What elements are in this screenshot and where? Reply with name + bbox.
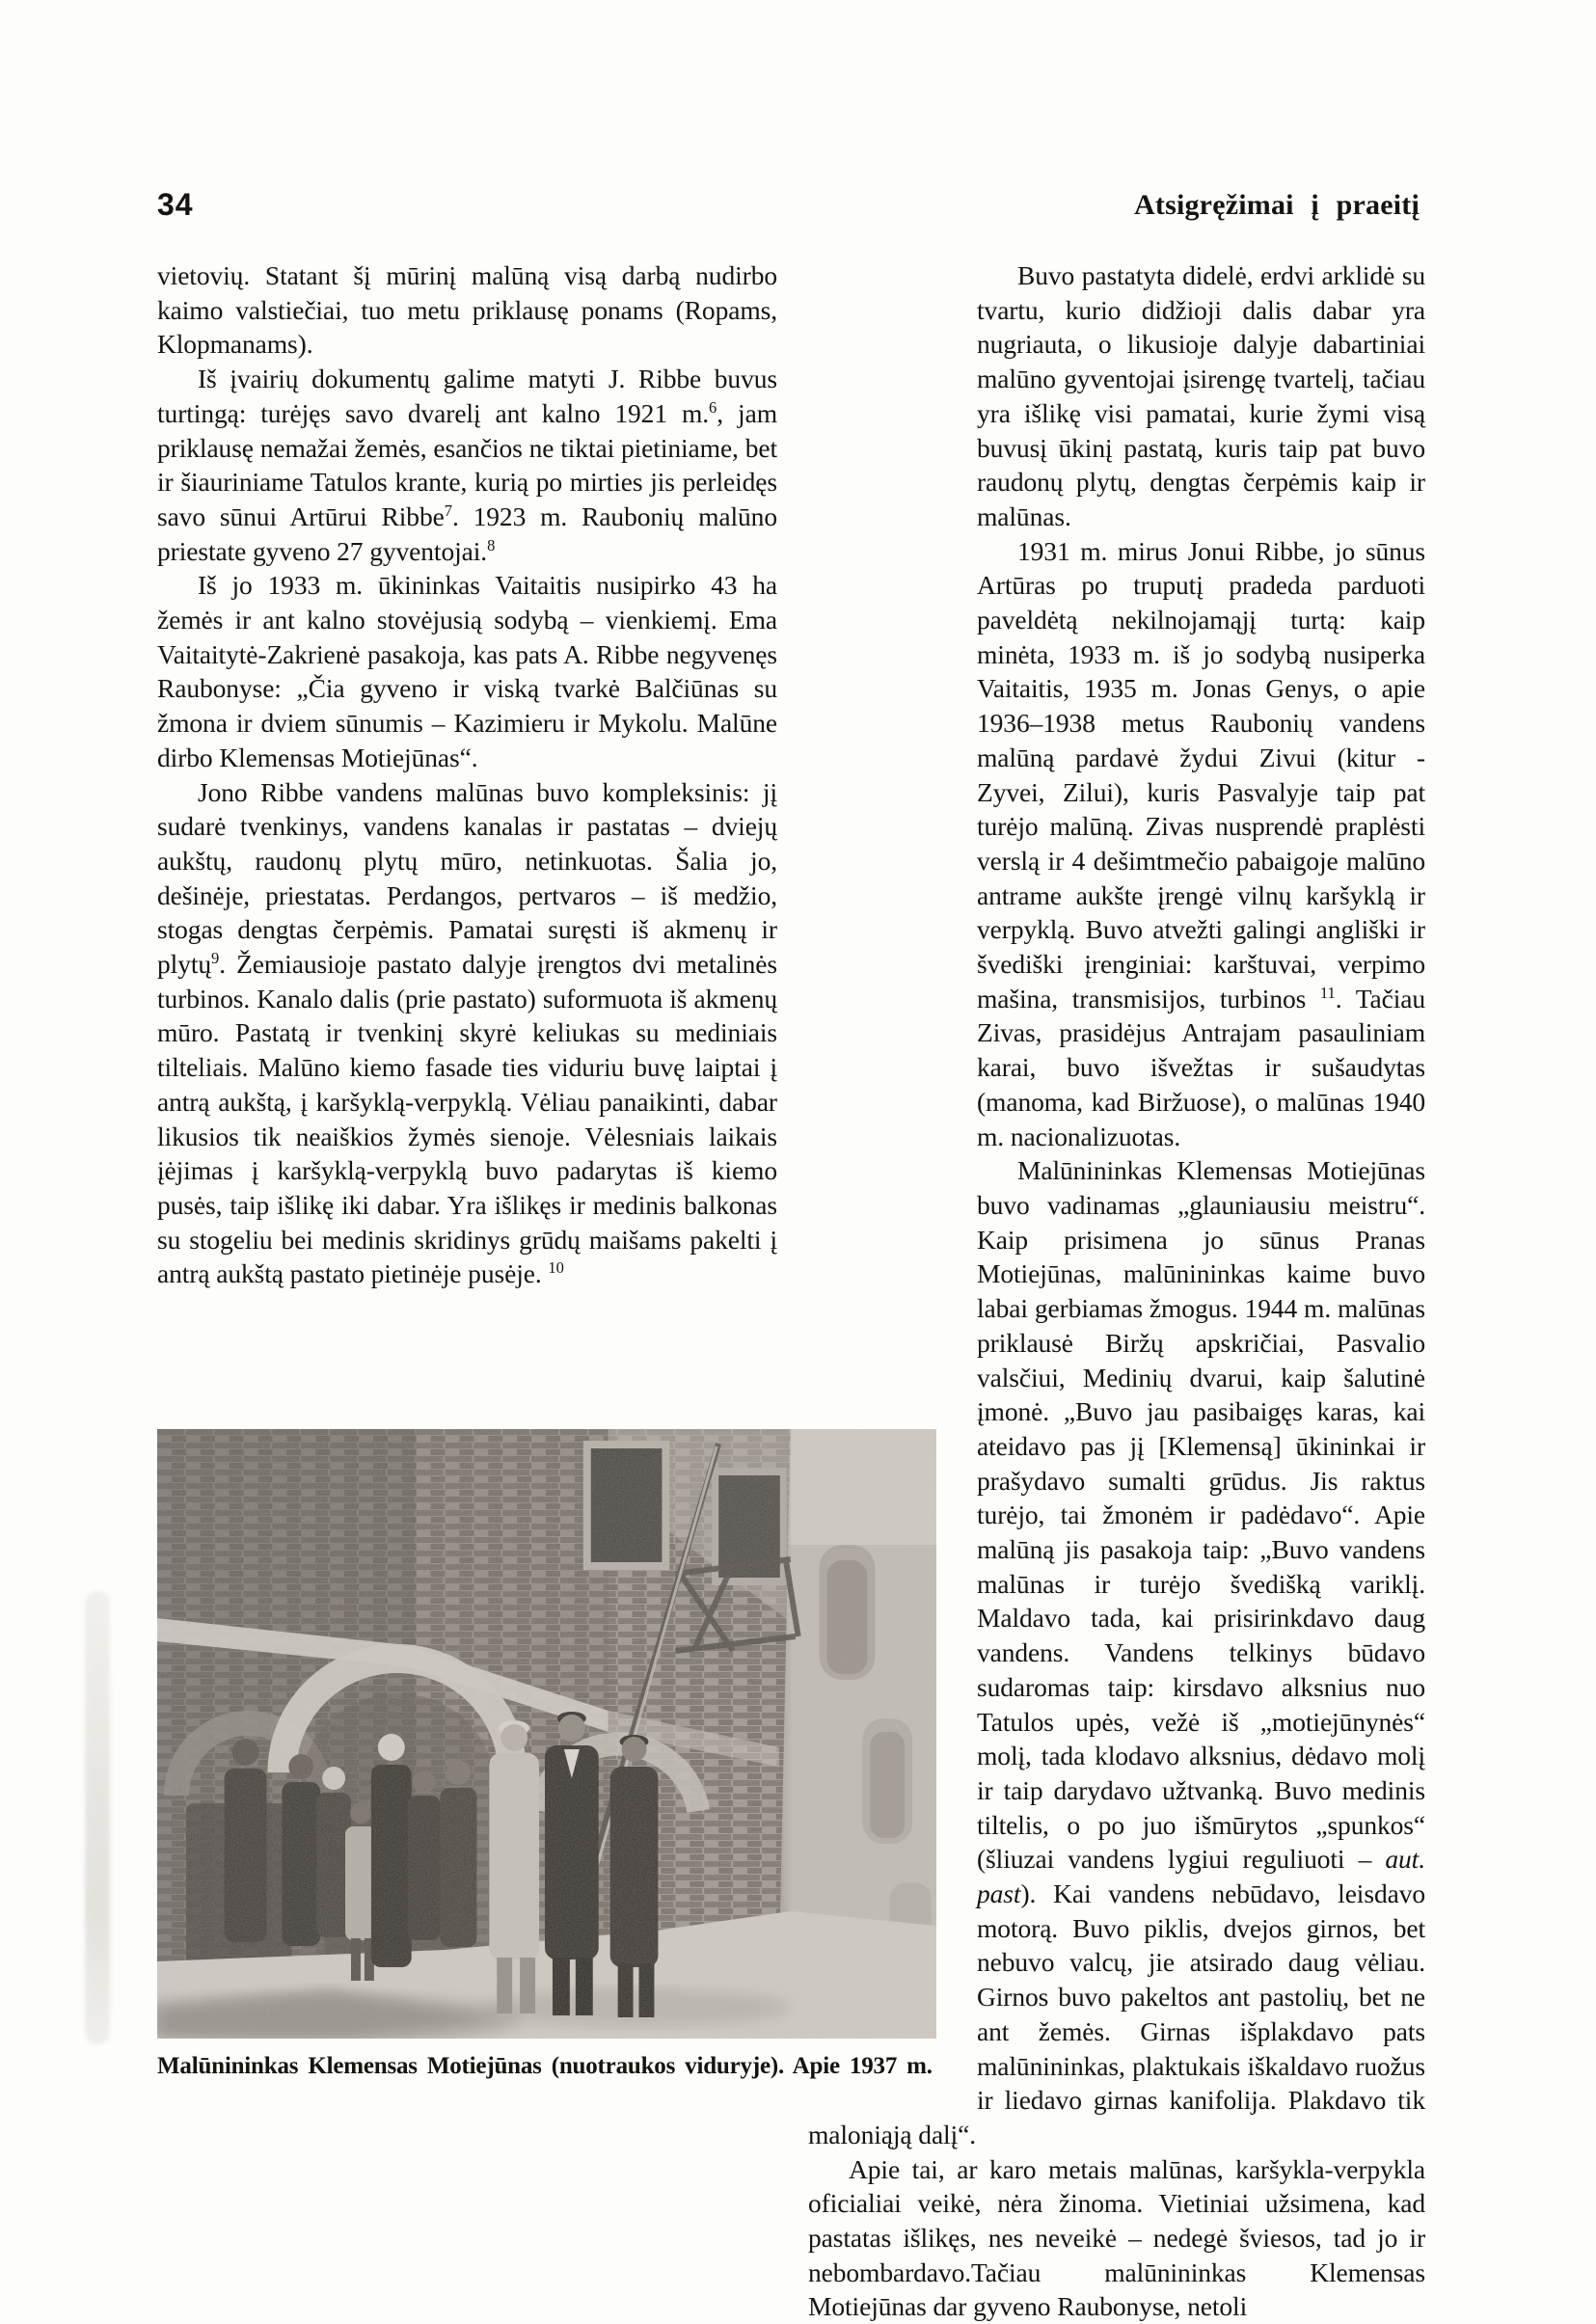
- paragraph: Iš įvairių dokumentų galime matyti J. Ribbe buvus turtingą: turėjęs savo dvarelį ant kalno 1921 m.$^6$, jam priklausę nemažai žemės, esančios ne tiktai pietiniame, bet ir šiauriniame Tatulos krante, kurią po mirties jis perleidęs savo sūnui Artūrui Ribbe$^7$. 1923 m. Raubonių malūno priestate gyveno 27 gyventojai.$^8$: [157, 364, 777, 566]
- paragraph: Apie tai, ar karo metais malūnas, karšykla-verpykla oficialiai veikė, nėra žinoma. Vietiniai užsimena, kad pastatas išlikęs, nes neveikė – nedegė šviesos, tad jo ir nebombardavo.Tačiau malūnininkas Klemensas Motiejūnas dar gyveno Raubonyse, netoli: [808, 2153, 1425, 2322]
- paragraph: vietovių. Statant šį mūrinį malūną visą darbą nudirbo kaimo valstiečiai, tuo metu priklausę ponams (Ropams, Klopmanams).: [157, 260, 777, 360]
- paragraph: 1931 m. mirus Jonui Ribbe, jo sūnus Artūras po truputį pradeda parduoti paveldėtą nekilnojamąjį turtą: kaip minėta, 1933 m. iš jo sodybą nusiperka Vaitaitis, 1935 m. Jonas Genys, o apie 1936–1938 metus Raubonių vandens malūną pardavė žydui Zivui (kitur - Zyvei, Zilui), kuris Pasvalyje taip pat turėjo malūną. Zivas nusprendė praplėsti verslą ir 4 dešimtmečio pabaigoje malūno antrame aukšte įrengė vilnų karšyklą ir verpyklą. Buvo atvežti galingi angliški ir švediški įrenginiai: karštuvai, verpimo mašina, transmisijos, turbinos $^{11}$. Tačiau Zivas, prasidėjus Antrajam pasauliniam karai, buvo išvežtas ir sušaudytas (manoma, kad Biržuose), o malūnas 1940 m. nacionalizuotas.: [977, 535, 1426, 1151]
- paragraph: Malūnininkas Klemensas Motiejūnas buvo vadinamas „glauniausiu meistru“. Kaip prisimena jo sūnus Pranas Motiejūnas, malūnininkas kaime buvo labai gerbiamas žmogus. 1944 m. malūnas priklausė Biržų apskričiai, Pasvalio valsčiui, Medinių dvarui, kaip šalutinė įmonė. „Buvo jau pasibaigęs karas, kai ateidavo pas jį [Klemensą] ūkininkai ir prašydavo sumalti grūdus. Jis raktus turėjo, tai žmonėm ir padėdavo“. Apie malūną jis pasakoja taip: „Buvo vandens malūnas ir turėjo švedišką variklį. Maldavo tada, kai prisirinkdavo daug vandens. Vandens telkinys būdavo sudaromas taip: kirsdavo alksnius nuo Tatulos upės, vežė iš „motiejūnynės“ molį, tada klodavo alksnius, dėdavo molį ir taip darydavo užtvanką. Buvo medinis tiltelis, o po juo išmūrytos „spunkos“ (šliuzai vandens lygiui reguliuoti – aut. past). Kai vandens nebūdavo, leisdavo motorą. Buvo piklis, dvejos girnos, bet nebuvo valcų, jie atsirado daug vėliau. Girnos buvo pakeltos ant pastolių, bet ne ant žemės. Girnas išplakdavo pats malūnininkas, plaktukais iškaldavo ruožus ir liedavo girnas kanifolija. Plakdavo tik maloniąją dalį“.: [808, 1155, 1425, 2149]
- running-header: Atsigręžimai į praeitį: [1134, 189, 1420, 221]
- photo-caption: Malūnininkas Klemensas Motiejūnas (nuotraukos viduryje). Apie 1937 m.: [157, 2053, 933, 2079]
- left-column: [157, 258, 777, 1291]
- page-number: 34: [157, 187, 194, 222]
- paragraph: Buvo pastatyta didelė, erdvi arklidė su tvartu, kurio didžioji dalis dabar yra nugriauta, o likusioje dalyje dabartiniai malūno gyventojai įsirengę tvartelį, tačiau yra išlikę visi pamatai, kurie žymi visą buvusį ūkinį pastatą, kuris taip pat buvo raudonų plytų, dengtas čerpėmis kaip ir malūnas.: [977, 260, 1425, 531]
- photo-figure: [157, 1429, 936, 2039]
- paragraph: Iš jo 1933 m. ūkininkas Vaitaitis nusipirko 43 ha žemės ir ant kalno stovėjusią sodybą – vienkiemį. Ema Vaitaitytė-Zakrienė pasakoja, kas pats A. Ribbe negyvenęs Raubonyse: „Čia gyveno ir viską tvarkė Balčiūnas su žmona ir dviem sūnumis – Kazimieru ir Mykolu. Malūne dirbo Klemensas Motiejūnas“.: [157, 570, 777, 772]
- paragraph: Jono Ribbe vandens malūnas buvo kompleksinis: jį sudarė tvenkinys, vandens kanalas ir pastatas – dviejų aukštų, raudonų plytų mūro, netinkuotas. Šalia jo, dešinėje, priestatas. Perdangos, pertvaros – iš medžio, stogas dengtas čerpėmis. Pamatai suręsti iš akmenų ir plytų$^9$. Žemiausioje pastato dalyje įrengtos dvi metalinės turbinos. Kanalo dalis (prie pastato) suformuota iš akmenų mūro. Pastatą ir tvenkinį skyrė keliukas su mediniais tilteliais. Malūno kiemo fasade ties viduriu buvę laiptai į antrą aukštą, į karšyklą-verpyklą. Vėliau panaikinti, dabar likusios tik neaiškios žymės sienoje. Vėlesniais laikais įėjimas į karšyklą-verpyklą buvo padarytas iš kiemo pusės, taip išlikę iki dabar. Yra išlikęs ir medinis balkonas su stogeliu bei medinis skridinys grūdų maišams pakelti į antrą aukštą pastato pietinėje pusėje. $^{10}$: [157, 776, 777, 1289]
- photo-grain: [157, 1429, 936, 2039]
- scan-artifact: [85, 1591, 110, 2044]
- photo-illustration: [157, 1429, 936, 2039]
